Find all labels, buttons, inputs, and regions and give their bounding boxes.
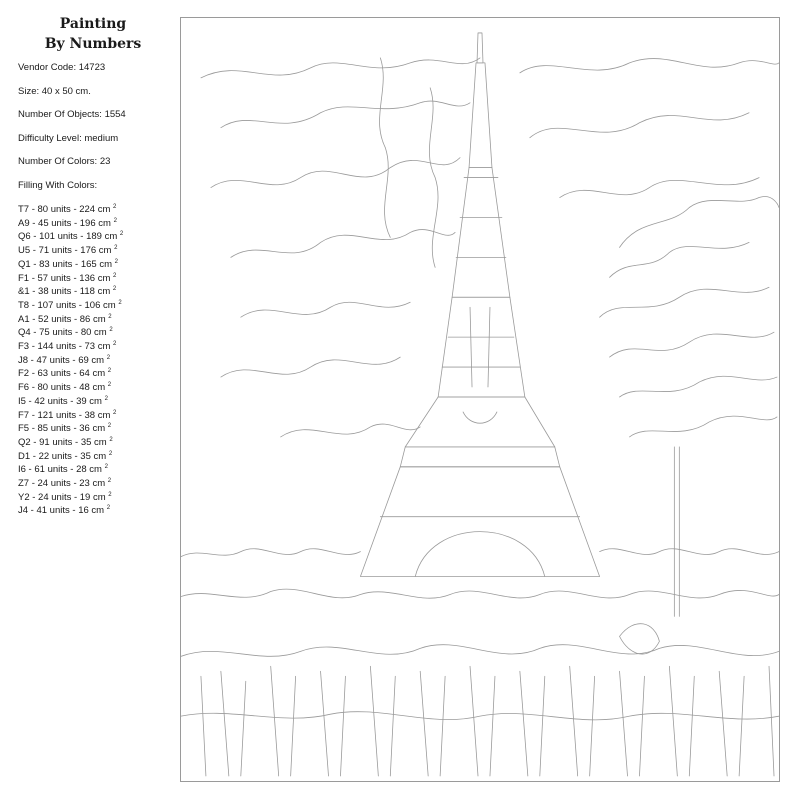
unit-superscript: 2	[113, 204, 117, 210]
color-entry-text: &1 - 38 units - 118 cm	[18, 286, 111, 298]
color-list-item	[18, 229, 123, 243]
color-list-item	[18, 243, 123, 257]
color-list-item	[18, 257, 123, 271]
unit-superscript: 2	[113, 272, 117, 279]
color-entry-text: F3 - 144 units - 73 cm	[18, 341, 111, 353]
unit-superscript: 2	[108, 313, 112, 320]
color-entry-text: A1 - 52 units - 86 cm	[18, 313, 106, 325]
eiffel-tower-line-art	[181, 18, 779, 781]
color-entry-text: F6 - 80 units - 48 cm	[18, 382, 106, 394]
unit-superscript: 2	[108, 450, 113, 457]
unit-superscript: 2	[106, 505, 111, 512]
color-list-item	[18, 490, 123, 504]
unit-superscript: 2	[109, 327, 113, 334]
color-list-item	[18, 216, 123, 230]
unit-superscript: 2	[108, 491, 112, 498]
color-entry-text: Y2 - 24 units - 19 cm	[18, 491, 106, 503]
unit-superscript: 2	[107, 382, 112, 389]
product-meta	[18, 62, 126, 203]
vendor-code: Vendor Code: 14723	[18, 62, 106, 73]
color-entry-text: Q1 - 83 units - 165 cm	[18, 258, 112, 270]
title-line-2: By Numbers	[44, 36, 142, 52]
color-list-item	[18, 449, 123, 463]
color-entry-text: J4 - 41 units - 16 cm	[18, 505, 105, 517]
color-list-item	[18, 325, 123, 339]
color-list-item	[18, 394, 123, 408]
unit-superscript: 2	[119, 231, 124, 238]
color-entry-text: J8 - 47 units - 69 cm	[18, 354, 105, 366]
unit-superscript: 2	[107, 368, 112, 375]
color-list-item	[18, 312, 123, 326]
unit-superscript: 2	[114, 258, 118, 265]
color-entry-text: I6 - 61 units - 28 cm	[18, 464, 102, 476]
line-art-canvas	[180, 17, 780, 782]
color-entry-text: Z7 - 24 units - 23 cm	[18, 478, 106, 490]
unit-superscript: 2	[113, 341, 117, 348]
unit-superscript: 2	[112, 286, 117, 293]
title-line-1: Painting	[59, 16, 127, 32]
color-list-item	[18, 353, 123, 367]
unit-superscript: 2	[113, 409, 117, 416]
color-list-item	[18, 421, 123, 435]
unit-superscript: 2	[107, 423, 112, 430]
unit-superscript: 2	[113, 217, 117, 224]
unit-superscript: 2	[104, 464, 108, 471]
filling-heading: Filling With Colors:	[18, 179, 98, 191]
color-entry-text: U5 - 71 units - 176 cm	[18, 245, 112, 257]
unit-superscript: 2	[114, 245, 118, 252]
color-entry-text: T7 - 80 units - 224 cm	[18, 204, 111, 215]
color-entry-text: F1 - 57 units - 136 cm	[18, 272, 111, 284]
color-entry-text: Q6 - 101 units - 189 cm	[18, 231, 118, 243]
color-entry-text: Q4 - 75 units - 80 cm	[18, 327, 107, 339]
color-entry-text: I5 - 42 units - 39 cm	[18, 395, 102, 407]
color-list-item	[18, 202, 123, 216]
color-list-item	[18, 298, 123, 312]
color-list-item	[18, 503, 123, 517]
difficulty-level: Difficulty Level: medium	[18, 132, 119, 144]
document-title	[28, 14, 158, 54]
color-list-item	[18, 271, 123, 285]
color-list-item	[18, 366, 123, 380]
colors-count: Number Of Colors: 23	[18, 156, 111, 167]
color-entry-text: F5 - 85 units - 36 cm	[18, 423, 106, 435]
color-entry-text: T8 - 107 units - 106 cm	[18, 299, 116, 311]
unit-superscript: 2	[107, 478, 112, 485]
color-list-item	[18, 380, 123, 394]
objects-count: Number Of Objects: 1554	[18, 109, 126, 120]
canvas-size: Size: 40 x 50 cm.	[18, 85, 91, 97]
unit-superscript: 2	[104, 395, 108, 402]
unit-superscript: 2	[118, 299, 122, 306]
color-entry-text: D1 - 22 units - 35 cm	[18, 450, 107, 462]
color-entry-text: Q2 - 91 units - 35 cm	[18, 436, 107, 448]
color-list-item	[18, 339, 123, 353]
color-list	[18, 202, 123, 517]
color-list-item	[18, 408, 123, 422]
color-list-item	[18, 476, 123, 490]
color-entry-text: F2 - 63 units - 64 cm	[18, 368, 106, 380]
unit-superscript: 2	[109, 436, 113, 443]
color-entry-text: F7 - 121 units - 38 cm	[18, 409, 111, 421]
color-entry-text: A9 - 45 units - 196 cm	[18, 217, 111, 229]
color-list-item	[18, 284, 123, 298]
color-list-item	[18, 435, 123, 449]
unit-superscript: 2	[106, 354, 111, 361]
color-list-item	[18, 462, 123, 476]
